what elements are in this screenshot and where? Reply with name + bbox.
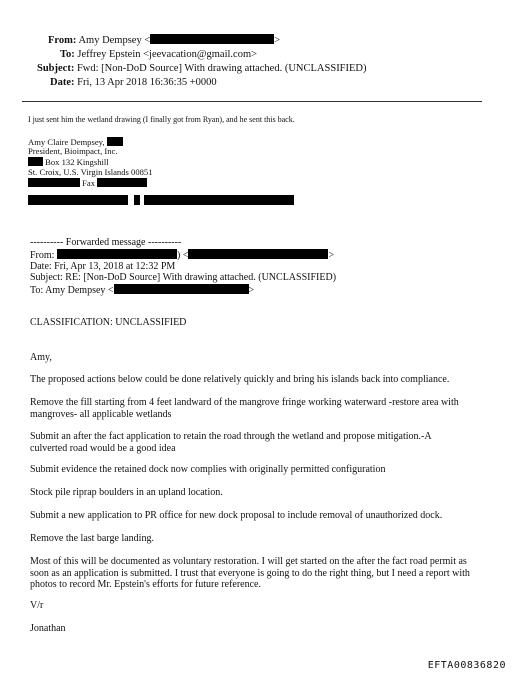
greeting: Amy, xyxy=(30,352,52,363)
header-to-value: Jeffrey Epstein <jeevacation@gmail.com> xyxy=(77,49,258,60)
redaction-bar xyxy=(28,178,80,187)
redaction-bar xyxy=(28,195,128,205)
forwarded-from-open: < xyxy=(182,250,189,261)
signature-title: President, Bioimpact, Inc. xyxy=(28,146,118,156)
signature-address-line xyxy=(28,157,109,168)
body-paragraph: The proposed actions below could be done relatively quickly and bring his islands back into compliance. xyxy=(30,374,450,385)
header-to-label: To: xyxy=(60,49,75,60)
header-from-close: > xyxy=(274,35,281,46)
signature-city: St. Croix, U.S. Virgin Islands 00851 xyxy=(28,167,153,177)
body-paragraph: Submit a new application to PR office for new dock proposal to include removal of unauthorized dock. xyxy=(30,510,443,521)
forwarded-date: Date: Fri, Apr 13, 2018 at 12:32 PM xyxy=(30,261,176,272)
header-subject-value: Fwd: [Non-DoD Source] With drawing attached. (UNCLASSIFIED) xyxy=(76,63,367,74)
redaction-bar xyxy=(134,195,140,205)
forwarded-from-close: > xyxy=(328,250,335,261)
body-paragraph: Stock pile riprap boulders in an upland location. xyxy=(30,487,223,498)
sender-name: Jonathan xyxy=(30,623,66,634)
forwarded-divider: ---------- Forwarded message ---------- xyxy=(30,237,182,248)
forwarded-subject: Subject: RE: [Non-DoD Source] With drawing attached. (UNCLASSIFIED) xyxy=(30,272,337,283)
header-from-label: From: xyxy=(48,35,77,46)
redaction-bar xyxy=(97,178,147,187)
forwarded-from xyxy=(30,249,334,262)
closing: V/r xyxy=(30,600,44,611)
body-paragraph: Remove the fill starting from 4 feet landward of the mangrove fringe working waterward -restore area with mangroves- all applicable wetlands xyxy=(30,397,459,420)
intro-line: I just sent him the wetland drawing (I finally got from Ryan), and he sent this back. xyxy=(28,115,295,124)
body-paragraph: Remove the last barge landing. xyxy=(30,533,154,544)
signature-name: Amy Claire Dempsey, xyxy=(28,137,105,147)
redaction-bar xyxy=(114,284,249,294)
classification-line: CLASSIFICATION: UNCLASSIFIED xyxy=(30,317,187,328)
header-subject-label: Subject: xyxy=(37,63,75,74)
signature-redacted-line xyxy=(28,191,294,209)
body-paragraph: Submit evidence the retained dock now complies with originally permitted configuration xyxy=(30,464,386,475)
header-date-value: Fri, 13 Apr 2018 16:36:35 +0000 xyxy=(77,77,217,88)
forwarded-from-label: From: xyxy=(30,250,55,261)
forwarded-to xyxy=(30,284,254,297)
redaction-bar xyxy=(107,137,123,146)
header-from xyxy=(48,34,280,47)
header-subject xyxy=(37,62,367,75)
body-paragraph: Most of this will be documented as voluntary restoration. I will get started on the after the fact road permit as soon as an application is submitted. I trust that everyone is going to do the right thing, but I need a report with photos to record Mr. Epstein's efforts for future reference. xyxy=(30,556,470,590)
redaction-bar xyxy=(57,249,177,259)
redaction-bar xyxy=(150,34,274,44)
header-divider xyxy=(22,101,482,102)
header-date-label: Date: xyxy=(50,77,75,88)
redaction-bar xyxy=(144,195,294,205)
signature-fax-label: Fax xyxy=(82,178,96,188)
body-paragraph: Submit an after the fact application to retain the road through the wetland and propose mitigation.-A culverted road would be a good idea xyxy=(30,431,431,454)
forwarded-from-mid: ) xyxy=(176,250,181,261)
header-to xyxy=(60,48,257,61)
redaction-bar xyxy=(28,157,43,166)
signature-fax-line xyxy=(28,178,147,189)
redaction-bar xyxy=(188,249,328,259)
header-from-value: Amy Dempsey < xyxy=(78,35,151,46)
forwarded-to-close: > xyxy=(248,285,255,296)
signature-address: Box 132 Kingshill xyxy=(45,157,109,167)
document-id: EFTA00836820 xyxy=(427,660,506,671)
header-date xyxy=(50,76,217,89)
forwarded-to-value: To: Amy Dempsey < xyxy=(30,285,114,296)
